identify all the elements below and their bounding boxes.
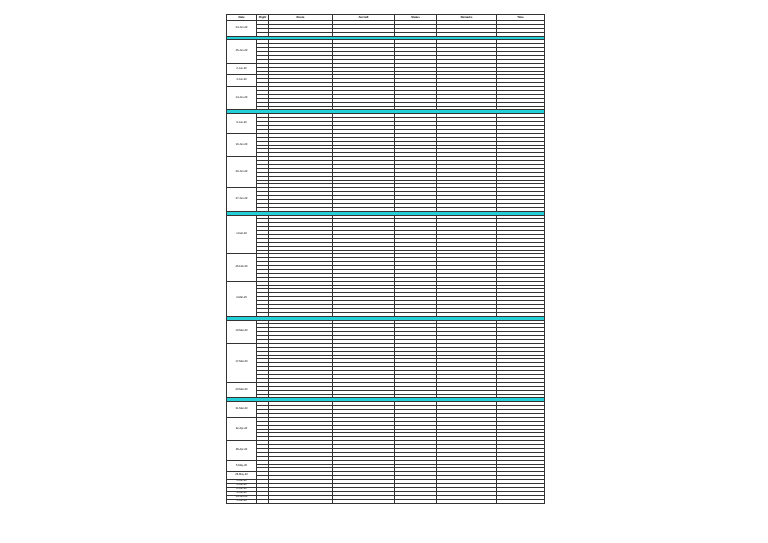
date-cell: 3-Jun-20 bbox=[227, 75, 257, 87]
date-cell: 8-Jun-20 bbox=[227, 487, 257, 491]
header-remarks: Remarks bbox=[437, 15, 497, 21]
table-body bbox=[227, 21, 545, 504]
spreadsheet bbox=[226, 14, 544, 524]
date-cell: 6-Jun-20 bbox=[227, 484, 257, 488]
table-cell bbox=[257, 499, 269, 503]
table-cell bbox=[497, 499, 545, 503]
header-aircraft: Aircraft bbox=[333, 15, 395, 21]
date-cell: 17-Mar-20 bbox=[227, 343, 257, 382]
date-cell: 2-Mar-20 bbox=[227, 281, 257, 316]
date-cell: 22-Apr-20 bbox=[227, 417, 257, 440]
header-date: Date bbox=[227, 15, 257, 21]
date-cell: 28-Apr-20 bbox=[227, 441, 257, 460]
table-row bbox=[227, 499, 545, 503]
header-flight: Flight bbox=[257, 15, 269, 21]
table-cell bbox=[437, 499, 497, 503]
date-cell: 31-Mar-20 bbox=[227, 402, 257, 418]
date-cell: 5-Jun-20 bbox=[227, 480, 257, 484]
date-cell: 2-Jun-20 bbox=[227, 63, 257, 75]
date-cell: 5-Jun-20 bbox=[227, 499, 257, 503]
date-cell: 10-Jun-20 bbox=[227, 133, 257, 156]
date-cell: 14-Jun-20 bbox=[227, 87, 257, 110]
date-cell: 1-Feb-20 bbox=[227, 215, 257, 254]
schedule-table bbox=[226, 14, 545, 504]
header-route: Route bbox=[269, 15, 333, 21]
date-cell: 20-Jun-20 bbox=[227, 157, 257, 188]
date-cell: 10-Jun-20 bbox=[227, 495, 257, 499]
table-cell bbox=[333, 499, 395, 503]
date-cell: 20-Mar-20 bbox=[227, 382, 257, 398]
date-cell: 10-Mar-20 bbox=[227, 320, 257, 343]
date-cell: 27-Jun-20 bbox=[227, 188, 257, 211]
date-cell: 25-Jun-20 bbox=[227, 40, 257, 63]
date-cell: 24-Jun-20 bbox=[227, 21, 257, 37]
header-time: Time bbox=[497, 15, 545, 21]
table-cell bbox=[395, 499, 437, 503]
header-status: Status bbox=[395, 15, 437, 21]
date-cell: 5-May-20 bbox=[227, 460, 257, 472]
date-cell: 26-May-20 bbox=[227, 472, 257, 480]
date-cell: 9-Jun-20 bbox=[227, 114, 257, 133]
table-cell bbox=[269, 499, 333, 503]
date-cell: 26-Feb-20 bbox=[227, 254, 257, 281]
date-cell: 9-Jun-20 bbox=[227, 491, 257, 495]
